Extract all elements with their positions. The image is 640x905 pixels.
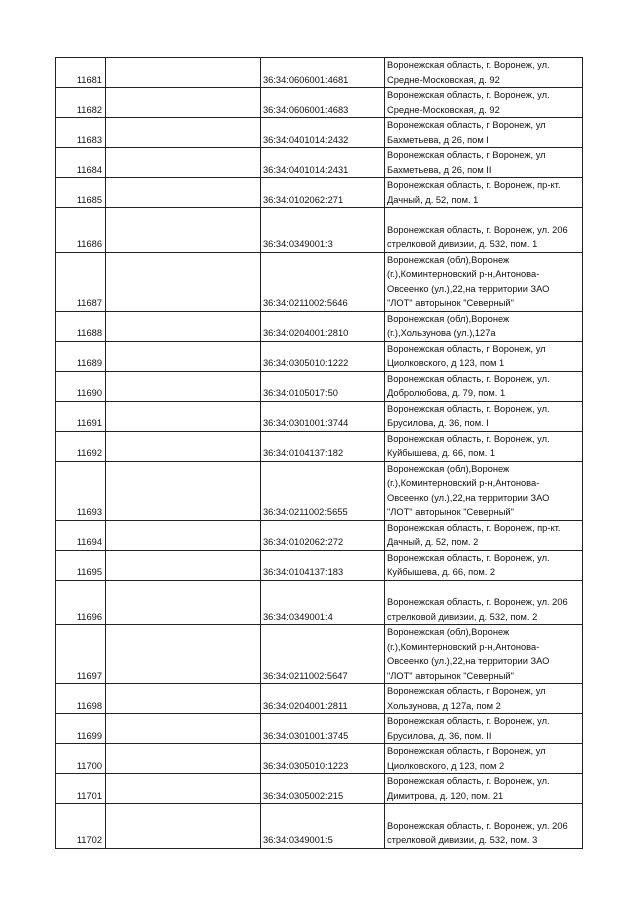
address-line: Куйбышева, д. 66, пом. 2 [387, 567, 496, 577]
row-number: 11687 [56, 252, 106, 311]
table-row [56, 714, 583, 744]
address-line: (г.),Хользунова (ул.),127а [387, 328, 496, 338]
address-cell [385, 58, 583, 88]
address-line: Воронежская область, г Воронеж, ул [387, 746, 546, 756]
address-line: (г.),Коминтерновский р-н,Антонова- [387, 478, 540, 488]
address-line: Воронежская область, г. Воронеж, ул. [387, 552, 550, 563]
empty-cell [106, 311, 261, 341]
row-number: 11691 [56, 401, 106, 431]
address-line: Циолковского, д 123, пом 1 [387, 358, 505, 368]
address-line: Овсеенко (ул.),22,на территории ЗАО [387, 492, 550, 503]
empty-cell [106, 550, 261, 580]
table-row [56, 625, 583, 684]
address-line: Воронежская (обл),Воронеж [387, 627, 510, 637]
address-line: стрелковой дивизии, д. 532, пом. 3 [387, 835, 538, 845]
table-row [56, 311, 583, 341]
cadastral-number: 36:34:0349001:4 [261, 580, 385, 625]
address-cell [385, 208, 583, 253]
address-line: Воронежская область, г. Воронеж, ул. [387, 776, 550, 786]
table-row [56, 774, 583, 804]
cadastral-number: 36:34:0301001:3745 [261, 714, 385, 744]
table-row [56, 371, 583, 401]
empty-cell [106, 431, 261, 461]
address-line: Воронежская область, г Воронеж, ул [387, 343, 546, 354]
address-cell [385, 625, 583, 684]
address-cell [385, 774, 583, 804]
address-line: Воронежская область, г. Воронеж, ул. [387, 373, 550, 384]
address-line: Средне-Московская, д. 92 [387, 104, 500, 115]
row-number: 11690 [56, 371, 106, 401]
empty-cell [106, 178, 261, 208]
row-number: 11699 [56, 714, 106, 744]
empty-cell [106, 58, 261, 88]
row-number: 11684 [56, 148, 106, 178]
address-line: Бахметьева, д 26, пом I [387, 134, 489, 145]
address-line [387, 208, 580, 223]
row-number: 11693 [56, 461, 106, 520]
table-row [56, 804, 583, 849]
address-line: Дачный, д. 52, пом. 2 [387, 537, 479, 547]
empty-cell [106, 252, 261, 311]
row-number: 11702 [56, 804, 106, 849]
address-line: стрелковой дивизии, д. 532, пом. 2 [387, 611, 538, 622]
address-line: Воронежская (обл),Воронеж [387, 463, 510, 474]
row-number: 11696 [56, 580, 106, 625]
address-cell [385, 520, 583, 550]
address-line: Средне-Московская, д. 92 [387, 74, 500, 85]
address-line: стрелковой дивизии, д. 532, пом. 1 [387, 239, 538, 249]
empty-cell [106, 580, 261, 625]
row-number: 11686 [56, 208, 106, 253]
cadastral-number: 36:34:0606001:4681 [261, 58, 385, 88]
address-line: Воронежская область, г. Воронеж, ул. [387, 403, 550, 414]
cadastral-number: 36:34:0401014:2431 [261, 148, 385, 178]
address-cell [385, 148, 583, 178]
address-cell [385, 401, 583, 431]
address-line: Димитрова, д. 120, пом. 21 [387, 790, 504, 801]
cadastral-number: 36:34:0102062:271 [261, 178, 385, 208]
table-row [56, 580, 583, 625]
address-cell [385, 550, 583, 580]
empty-cell [106, 371, 261, 401]
table-row [56, 431, 583, 461]
table-row [56, 58, 583, 88]
address-line: (г.),Коминтерновский р-н,Антонова- [387, 641, 540, 652]
address-line: Воронежская область, г. Воронеж, пр-кт. [387, 522, 561, 533]
table-row [56, 520, 583, 550]
row-number: 11701 [56, 774, 106, 804]
table-row [56, 341, 583, 371]
empty-cell [106, 341, 261, 371]
address-cell [385, 341, 583, 371]
row-number: 11698 [56, 684, 106, 714]
empty-cell [106, 625, 261, 684]
address-line: Овсеенко (ул.),22,на территории ЗАО [387, 283, 550, 294]
address-cell [385, 804, 583, 849]
cadastral-number: 36:34:0105017:50 [261, 371, 385, 401]
address-line: "ЛОТ" авторынок "Северный" [387, 507, 514, 517]
cadastral-number: 36:34:0305002:215 [261, 774, 385, 804]
table-row [56, 744, 583, 774]
empty-cell [106, 520, 261, 550]
address-line: Воронежская область, г. Воронеж, ул. 206 [387, 820, 568, 831]
registry-body [56, 58, 583, 849]
row-number: 11685 [56, 178, 106, 208]
row-number: 11683 [56, 118, 106, 148]
row-number: 11694 [56, 520, 106, 550]
address-cell [385, 178, 583, 208]
empty-cell [106, 461, 261, 520]
table-row [56, 178, 583, 208]
cadastral-number: 36:34:0301001:3744 [261, 401, 385, 431]
address-line: Воронежская область, г Воронеж, ул [387, 686, 546, 696]
registry-table [55, 57, 583, 849]
address-line: Воронежская область, г. Воронеж, ул. 206 [387, 224, 568, 235]
address-cell [385, 88, 583, 118]
row-number: 11689 [56, 341, 106, 371]
empty-cell [106, 774, 261, 804]
empty-cell [106, 148, 261, 178]
address-line: Дачный, д. 52, пом. 1 [387, 194, 479, 205]
table-row [56, 148, 583, 178]
cadastral-number: 36:34:0305010:1222 [261, 341, 385, 371]
table-row [56, 88, 583, 118]
address-line: Циолковского, д 123, пом 2 [387, 760, 505, 771]
address-cell [385, 744, 583, 774]
cadastral-number: 36:34:0401014:2432 [261, 118, 385, 148]
address-line: Воронежская область, г Воронеж, ул [387, 120, 546, 130]
empty-cell [106, 684, 261, 714]
address-cell [385, 461, 583, 520]
address-cell [385, 684, 583, 714]
address-line: Воронежская область, г. Воронеж, ул. [387, 433, 550, 444]
empty-cell [106, 744, 261, 774]
address-line [387, 581, 580, 596]
table-row [56, 208, 583, 253]
address-line: Воронежская область, г. Воронеж, ул. [387, 716, 550, 726]
row-number: 11692 [56, 431, 106, 461]
table-row [56, 461, 583, 520]
address-line: Добролюбова, д. 79, пом. 1 [387, 388, 506, 398]
cadastral-number: 36:34:0305010:1223 [261, 744, 385, 774]
address-line: Воронежская область, г. Воронеж, ул. [387, 90, 550, 100]
cadastral-number: 36:34:0104137:183 [261, 550, 385, 580]
address-cell [385, 580, 583, 625]
address-line: Воронежская область, г. Воронеж, пр-кт. [387, 180, 561, 190]
address-line: Брусилова, д. 36, пом. I [387, 418, 489, 428]
address-line: Бахметьева, д 26, пом II [387, 164, 492, 175]
row-number: 11695 [56, 550, 106, 580]
table-row [56, 118, 583, 148]
table-row [56, 252, 583, 311]
address-cell [385, 714, 583, 744]
address-line: "ЛОТ" авторынок "Северный" [387, 670, 514, 681]
empty-cell [106, 714, 261, 744]
address-line: Воронежская (обл),Воронеж [387, 254, 510, 265]
address-line: Воронежская область, г. Воронеж, ул. [387, 60, 550, 70]
address-line: Воронежская область, г. Воронеж, ул. 206 [387, 597, 568, 607]
cadastral-number: 36:34:0204001:2811 [261, 684, 385, 714]
empty-cell [106, 401, 261, 431]
cadastral-number: 36:34:0349001:3 [261, 208, 385, 253]
address-line [387, 804, 580, 819]
empty-cell [106, 118, 261, 148]
row-number: 11697 [56, 625, 106, 684]
cadastral-number: 36:34:0204001:2810 [261, 311, 385, 341]
address-cell [385, 431, 583, 461]
address-line: "ЛОТ" авторынок "Северный" [387, 298, 514, 308]
address-cell [385, 311, 583, 341]
table-row [56, 401, 583, 431]
address-cell [385, 118, 583, 148]
row-number: 11682 [56, 88, 106, 118]
row-number: 11681 [56, 58, 106, 88]
address-line: Воронежская область, г Воронеж, ул [387, 150, 546, 160]
table-row [56, 550, 583, 580]
cadastral-number: 36:34:0349001:5 [261, 804, 385, 849]
address-cell [385, 252, 583, 311]
address-line: Брусилова, д. 36, пом. II [387, 730, 492, 741]
address-line: Хользунова, д 127а, пом 2 [387, 700, 501, 711]
address-line: (г.),Коминтерновский р-н,Антонова- [387, 269, 540, 279]
row-number: 11688 [56, 311, 106, 341]
address-line: Воронежская (обл),Воронеж [387, 313, 510, 324]
cadastral-number: 36:34:0211002:5647 [261, 625, 385, 684]
cadastral-number: 36:34:0606001:4683 [261, 88, 385, 118]
cadastral-number: 36:34:0211002:5646 [261, 252, 385, 311]
address-cell [385, 371, 583, 401]
table-row [56, 684, 583, 714]
empty-cell [106, 804, 261, 849]
empty-cell [106, 208, 261, 253]
address-line: Овсеенко (ул.),22,на территории ЗАО [387, 656, 550, 666]
empty-cell [106, 88, 261, 118]
cadastral-number: 36:34:0211002:5655 [261, 461, 385, 520]
cadastral-number: 36:34:0102062:272 [261, 520, 385, 550]
row-number: 11700 [56, 744, 106, 774]
address-line: Куйбышева, д. 66, пом. 1 [387, 448, 496, 458]
cadastral-number: 36:34:0104137:182 [261, 431, 385, 461]
